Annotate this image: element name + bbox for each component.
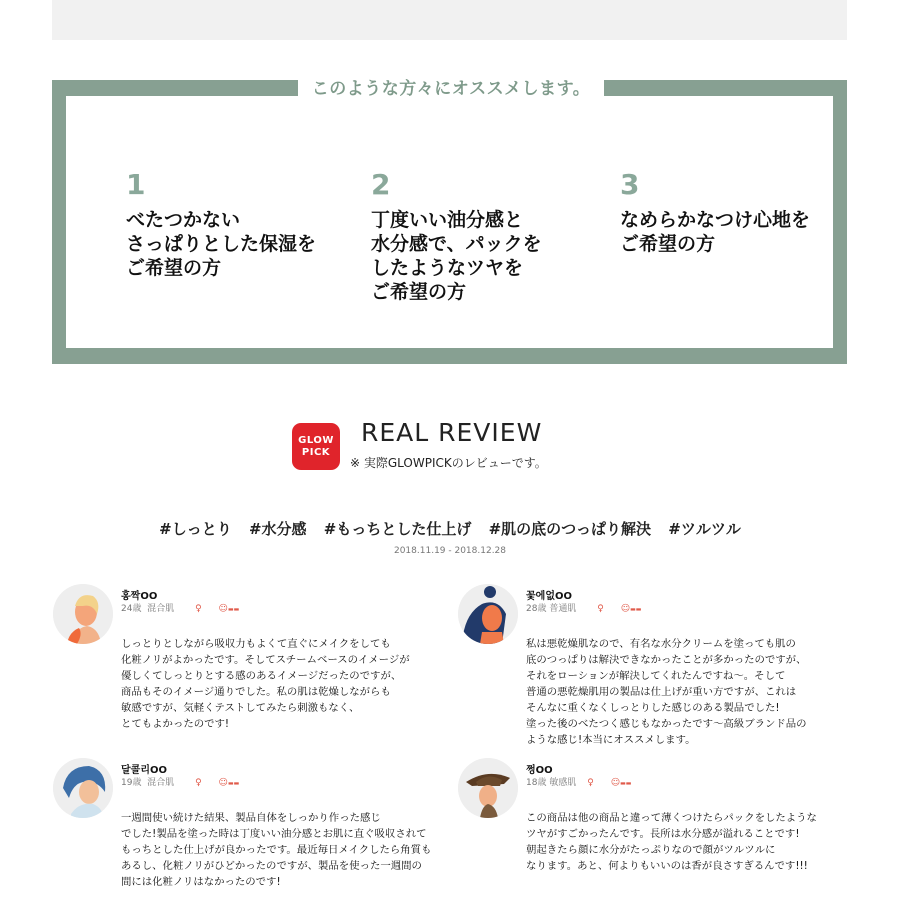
recommend-number: 3 bbox=[620, 168, 640, 201]
reviewer-meta bbox=[121, 601, 239, 614]
hashtag: #水分感 bbox=[248, 520, 307, 538]
logo-line-1: GLOW bbox=[298, 434, 334, 446]
recommend-number: 1 bbox=[126, 168, 146, 201]
hashtag-list bbox=[0, 518, 900, 539]
location-pin-icon: ♀ bbox=[597, 604, 604, 614]
logo-line-2: PICK bbox=[301, 446, 331, 458]
recommend-title: このような方々にオススメします。 bbox=[298, 76, 604, 102]
reviewer-meta bbox=[526, 775, 631, 788]
review-period: 2018.11.19 - 2018.12.28 bbox=[393, 546, 507, 556]
reviewer-skin: 敏感肌 bbox=[549, 778, 577, 788]
recommend-number: 2 bbox=[371, 168, 391, 201]
recommend-item-2 bbox=[371, 168, 586, 304]
review-card bbox=[458, 758, 858, 878]
reviewer-skin: 普通肌 bbox=[549, 604, 577, 614]
location-pin-icon: ♀ bbox=[587, 778, 594, 788]
avatar bbox=[53, 758, 113, 818]
recommend-text: なめらかなつけ心地を ご希望の方 bbox=[620, 209, 811, 255]
review-body: 一週間使い続けた結果、製品自体をしっかり作った感じ でした!製品を塗った時は丁度いい油分感とお肌に直ぐ吸収されて もっちとした仕上げが良かったです。最近毎日メイクしたら角質も あるし、化粧ノリがひどかったのですが、製品を使った一週間の 間には化粧ノリはなかったのです! bbox=[121, 812, 432, 888]
reviewer-name: 쩡OO bbox=[526, 765, 553, 776]
review-body: 私は悪乾燥肌なので、有名な水分クリームを塗っても肌の 底のつっぱりは解決できなかったことが多かったのですが、 それをローションが解決してくれたんですね〜。そして 普通の悪乾燥肌用の製品は仕上げが重い方ですが、これは そんなに重くなくしっとりした感じのある製品でした! 塗った後のべたつく感じもなかったです〜高級ブランド品の ような感じ!本当にオススメします。 bbox=[526, 638, 807, 746]
review-subtitle: ※ 実際GLOWPICKのレビューです。 bbox=[350, 456, 547, 470]
recommend-text: 丁度いい油分感と 水分感で、パックを したようなツヤを ご希望の方 bbox=[371, 209, 542, 303]
top-banner-strip bbox=[52, 0, 847, 40]
reviewer-meta bbox=[121, 775, 239, 788]
smile-face-icon: ☺ bbox=[218, 778, 228, 788]
reviewer-age: 24歳 bbox=[121, 604, 142, 614]
badge-icon: ▬▬ bbox=[227, 606, 240, 613]
review-body: この商品は他の商品と違って薄くつけたらパックをしたような ツヤがすごかったんです。長所は水分感が溢れることです! 朝起きたら顔に水分がたっぷりなので顔がツルツルに なります。あと、何よりもいいのは香が良さすぎるんです!!! bbox=[526, 812, 817, 872]
hashtag: #もっちとした仕上げ bbox=[323, 520, 472, 538]
recommend-item-1 bbox=[126, 168, 341, 280]
review-card bbox=[458, 584, 858, 744]
reviewer-name: 달콜리OO bbox=[121, 765, 167, 776]
badge-icon: ▬▬ bbox=[620, 780, 632, 787]
reviewer-skin: 混合肌 bbox=[147, 604, 175, 614]
reviewer-age: 28歳 bbox=[526, 604, 547, 614]
smile-face-icon: ☺ bbox=[218, 604, 228, 614]
badge-icon: ▬▬ bbox=[630, 606, 642, 613]
review-card bbox=[53, 584, 453, 734]
hashtag: #ツルツル bbox=[668, 520, 741, 538]
review-card bbox=[53, 758, 453, 898]
glowpick-logo bbox=[292, 423, 340, 470]
avatar bbox=[458, 758, 518, 818]
avatar bbox=[458, 584, 518, 644]
location-pin-icon: ♀ bbox=[195, 604, 202, 614]
hashtag: #肌の底のつっぱり解決 bbox=[488, 520, 652, 538]
reviewer-age: 18歳 bbox=[526, 778, 547, 788]
reviewer-name: 홍짝OO bbox=[121, 591, 158, 602]
reviewer-skin: 混合肌 bbox=[147, 778, 175, 788]
review-body: しっとりとしながら吸収力もよくて直ぐにメイクをしても 化粧ノリがよかったです。そしてスチームベースのイメージが 優しくてしっとりとする感のあるイメージだったのですが、 商品もそのイメージ通りでした。私の肌は乾燥しながらも 敏感ですが、気軽くテストしてみたら刺激もなく、 とてもよかったのです! bbox=[121, 638, 410, 730]
reviewer-age: 19歳 bbox=[121, 778, 142, 788]
review-title: REAL REVIEW bbox=[361, 418, 543, 447]
recommend-text: べたつかない さっぱりとした保湿を ご希望の方 bbox=[126, 209, 317, 279]
badge-icon: ▬▬ bbox=[227, 780, 240, 787]
hashtag: #しっとり bbox=[159, 520, 232, 538]
location-pin-icon: ♀ bbox=[195, 778, 202, 788]
recommend-item-3 bbox=[620, 168, 850, 256]
smile-face-icon: ☺ bbox=[620, 604, 631, 614]
smile-face-icon: ☺ bbox=[610, 778, 621, 788]
avatar bbox=[53, 584, 113, 644]
reviewer-name: 꽃에없OO bbox=[526, 591, 572, 602]
reviewer-meta bbox=[526, 601, 641, 614]
